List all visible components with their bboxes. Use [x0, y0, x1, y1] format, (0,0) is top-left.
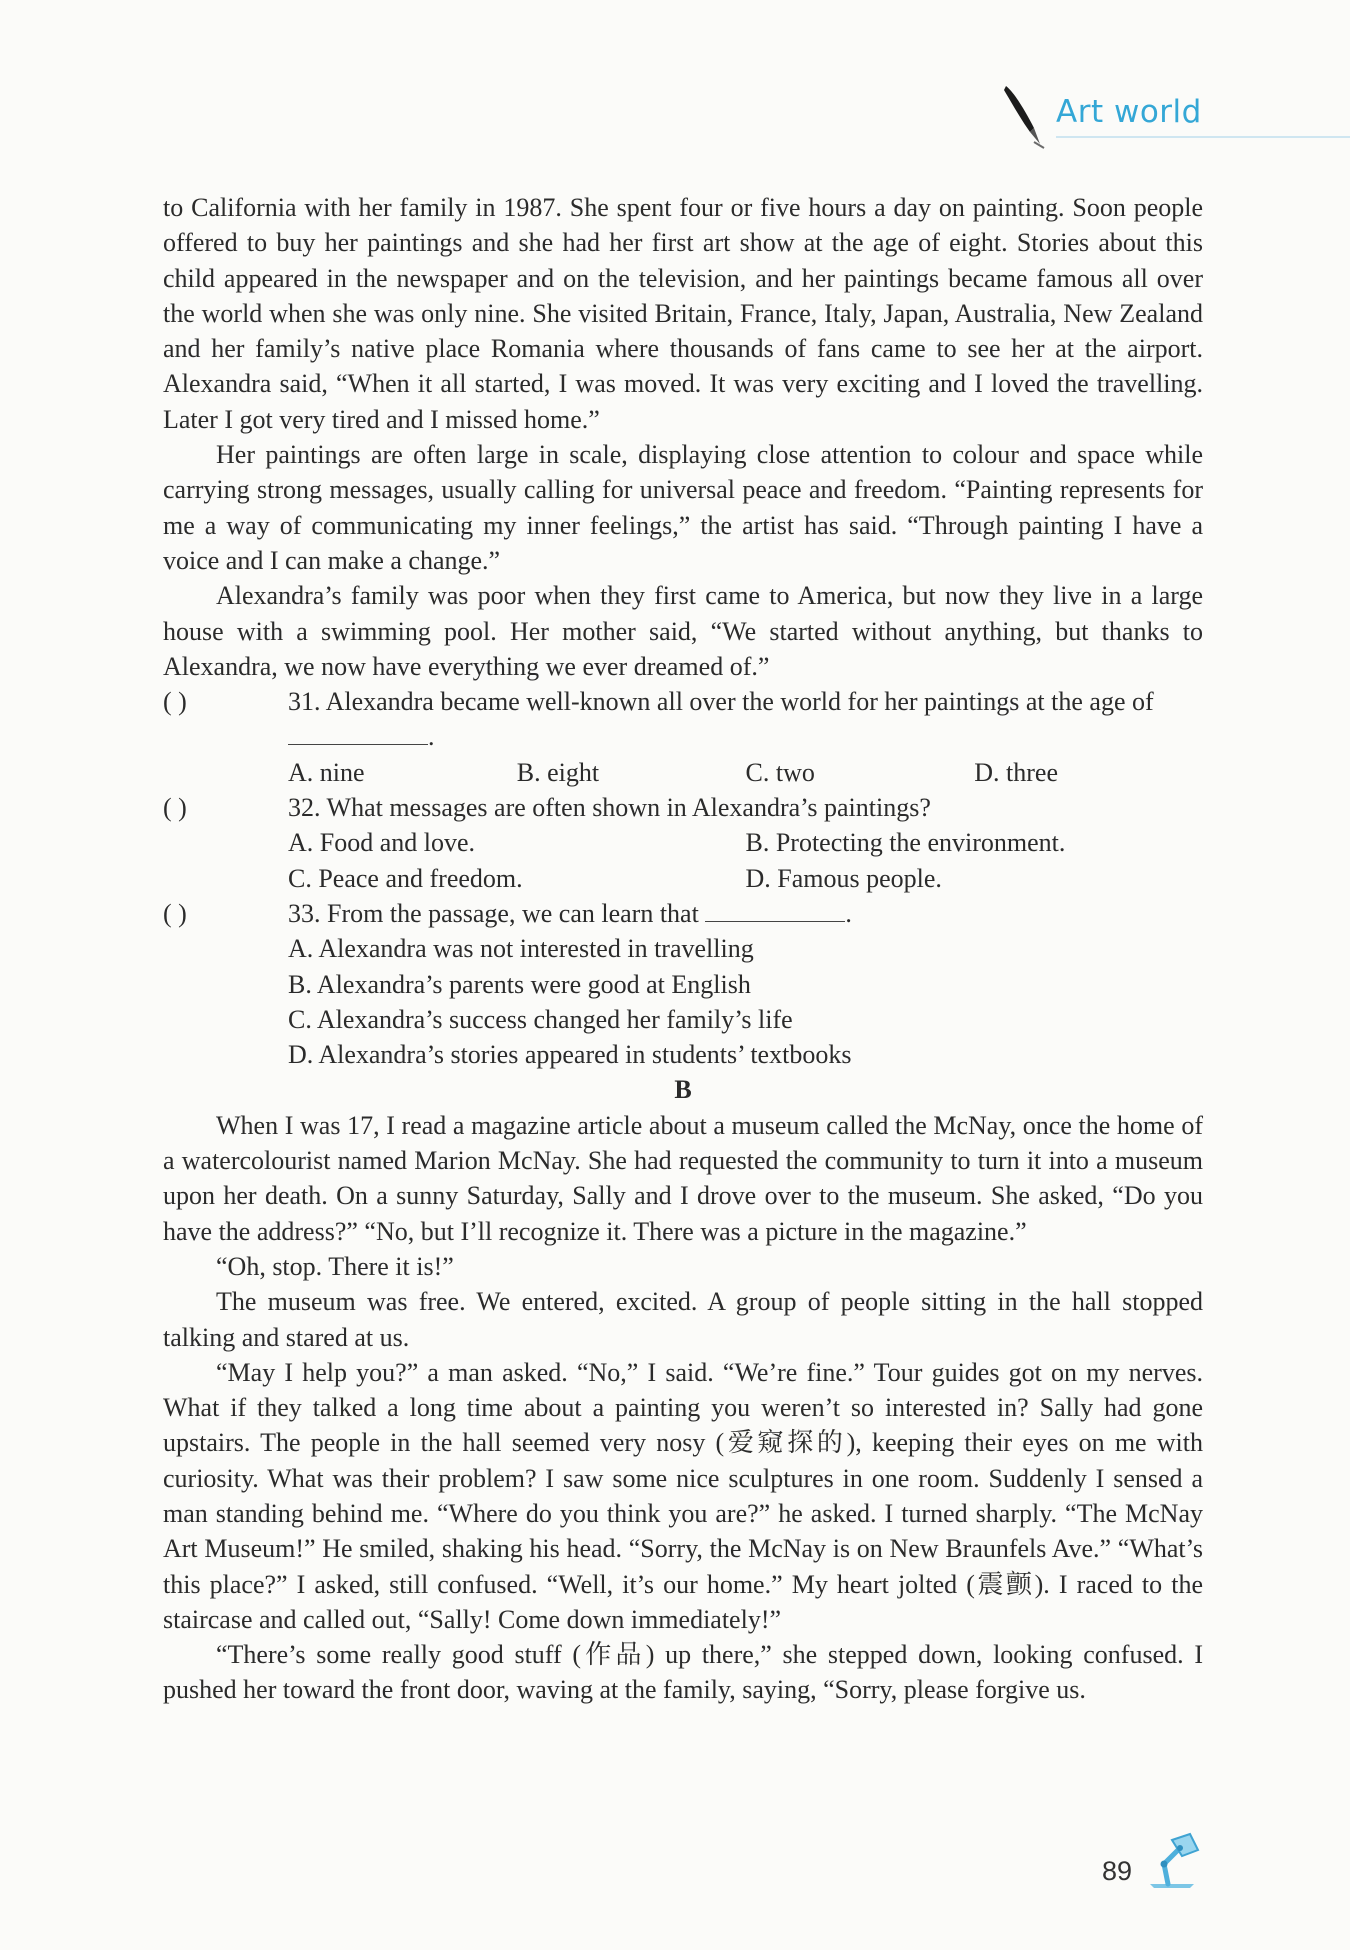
pen-icon	[1000, 82, 1050, 152]
passage-b-paragraph-4: “May I help you?” a man asked. “No,” I said. “We’re fine.” Tour guides got on my nerves. What if they talked a long time about a painting you weren’t so interested in? Sally had gone upstairs. The people in the hall seemed very nosy (爱窥探的), keeping their eyes on me with curiosity. What was their problem? I saw some nice sculptures in one room. Suddenly I sensed a man standing behind me. “Where do you think you are?” he asked. I turned sharply. “The McNay Art Museum!” He smiled, shaking his head. “Sorry, the McNay is on New Braunfels Ave.” “What’s this place?” I asked, still confused. “Well, it’s our home.” My heart jolted (震颤). I raced to the staircase and called out, “Sally! Come down immediately!”	[163, 1357, 1203, 1634]
question-32	[163, 790, 1203, 825]
option-a[interactable]: A. Food and love.	[288, 828, 476, 858]
option-c[interactable]: C. Peace and freedom.	[288, 863, 523, 893]
option-a[interactable]: A. nine	[288, 757, 365, 787]
page-header	[1000, 82, 1350, 162]
passage-b-paragraph-2: “Oh, stop. There it is!”	[216, 1251, 454, 1281]
question-31-blank-line: .	[163, 719, 1203, 754]
option-b[interactable]: B. Protecting the environment.	[745, 828, 1066, 858]
reading-passage	[163, 190, 1203, 1708]
answer-bracket[interactable]: ( )	[163, 687, 187, 717]
option-b[interactable]: B. eight	[516, 757, 600, 787]
passage-b-paragraph-5: “There’s some really good stuff (作品) up there,” she stepped down, looking confused. I pushed her toward the front door, waving at the family, saying, “Sorry, please forgive us.	[163, 1640, 1203, 1705]
passage-a-paragraph-1: to California with her family in 1987. She spent four or five hours a day on painting. Soon people offered to buy her paintings and she had her first art show at the age of eight. Stories about this child appeared in the newspaper and on the television, and her paintings became famous all over the world when she was only nine. She visited Britain, France, Italy, Japan, Australia, New Zealand and her family’s native place Romania where thousands of fans came to see her at the airport. Alexandra said, “When it all started, I was moved. It was very exciting and I loved the travelling. Later I got very tired and I missed home.”	[163, 193, 1203, 434]
question-31-options	[163, 755, 1203, 790]
option-d[interactable]: D. Famous people.	[745, 863, 942, 893]
option-c[interactable]: C. two	[745, 757, 815, 787]
section-b-heading: B	[674, 1075, 692, 1105]
question-31	[163, 684, 1203, 719]
option-a[interactable]: A. Alexandra was not interested in travelling	[288, 934, 754, 964]
question-text: 32. What messages are often shown in Alexandra’s paintings?	[288, 793, 931, 823]
question-32-options-row-2	[163, 861, 1203, 896]
passage-a-paragraph-3: Alexandra’s family was poor when they first came to America, but now they live in a large house with a swimming pool. Her mother said, “We started without anything, but thanks to Alexandra, we now have everything we ever dreamed of.”	[163, 581, 1203, 681]
header-title: Art world	[1056, 94, 1202, 130]
answer-bracket[interactable]: ( )	[163, 898, 187, 928]
answer-bracket[interactable]: ( )	[163, 793, 187, 823]
question-text: 31. Alexandra became well-known all over the world for her paintings at the age of	[288, 687, 1154, 717]
answer-blank[interactable]	[288, 722, 428, 745]
question-32-options-row-1	[163, 825, 1203, 860]
passage-b-paragraph-3: The museum was free. We entered, excited. A group of people sitting in the hall stopped talking and stared at us.	[163, 1287, 1203, 1352]
lamp-icon	[1142, 1830, 1202, 1890]
option-c[interactable]: C. Alexandra’s success changed her family’s life	[288, 1004, 793, 1034]
answer-blank[interactable]	[705, 899, 845, 922]
passage-a-paragraph-2: Her paintings are often large in scale, displaying close attention to colour and space while carrying strong messages, usually calling for universal peace and freedom. “Painting represents for me a way of communicating my inner feelings,” the artist has said. “Through painting I have a voice and I can make a change.”	[163, 440, 1203, 575]
question-33: ( ) 33. From the passage, we can learn that .	[163, 896, 1203, 931]
page-number: 89	[1102, 1856, 1133, 1886]
option-b[interactable]: B. Alexandra’s parents were good at English	[288, 969, 751, 999]
option-d[interactable]: D. Alexandra’s stories appeared in students’ textbooks	[288, 1040, 852, 1070]
header-divider	[1056, 136, 1350, 138]
option-d[interactable]: D. three	[974, 757, 1058, 787]
question-text: 33. From the passage, we can learn that	[288, 898, 699, 928]
passage-b-paragraph-1: When I was 17, I read a magazine article about a museum called the McNay, once the home of a watercolourist named Marion McNay. She had requested the community to turn it into a museum upon her death. On a sunny Saturday, Sally and I drove over to the museum. She asked, “Do you have the address?” “No, but I’ll recognize it. There was a picture in the magazine.”	[163, 1110, 1203, 1246]
